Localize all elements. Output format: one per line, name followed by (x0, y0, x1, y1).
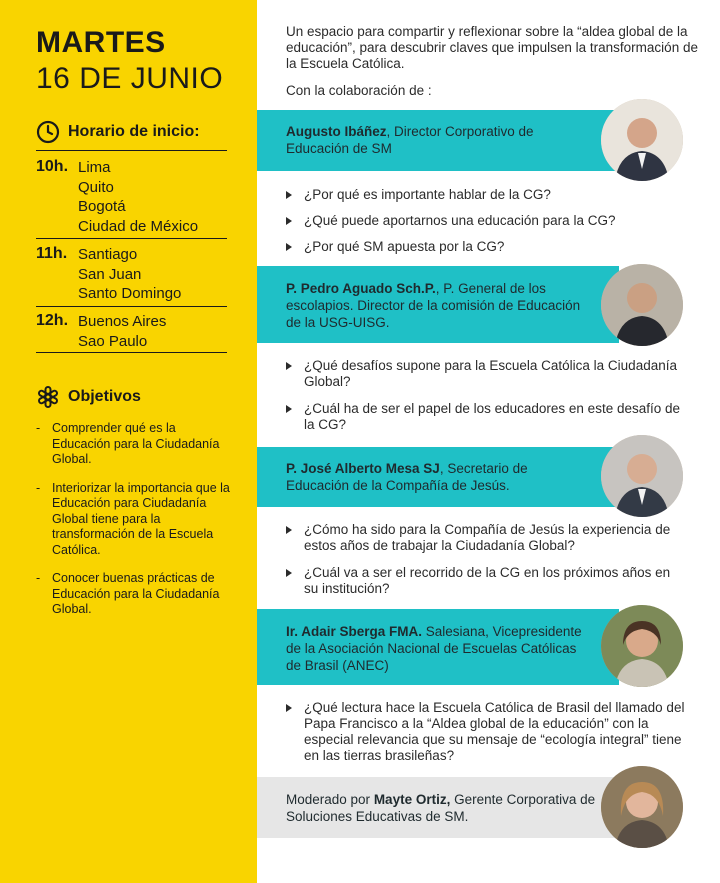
speaker-role: Salesiana, Vicepresidente de la Asociación Nacional de Escuelas Católicas de Brasil (ANEC) (286, 624, 582, 673)
question-item: ¿Por qué SM apuesta por la CG? (286, 239, 686, 255)
schedule-city: Sao Paulo (78, 332, 148, 350)
clock-icon (36, 120, 60, 144)
speaker-title (286, 623, 592, 674)
question-item: ¿Qué puede aportarnos una educación para la CG? (286, 213, 686, 229)
objectives-heading (36, 385, 141, 409)
objectives-list (36, 421, 236, 631)
moderator-name: Mayte Ortiz, (373, 792, 451, 807)
schedule-city: Quito (78, 178, 114, 196)
speaker-name: P. José Alberto Mesa SJ (286, 461, 440, 476)
schedule-hour: 10h. (36, 158, 69, 175)
speaker-photo (601, 435, 683, 517)
schedule-city: San Juan (78, 265, 142, 283)
schedule-city: Ciudad de México (78, 217, 199, 235)
question-item: ¿Cuál va a ser el recorrido de la CG en los próximos años en su institución? (286, 565, 686, 597)
divider (36, 238, 227, 239)
schedule-city: Santo Domingo (78, 285, 182, 302)
asterisk-icon (36, 385, 60, 409)
schedule-city: Buenos Aires (78, 313, 167, 330)
question-item: ¿Qué lectura hace la Escuela Católica de Brasil del llamado del Papa Francisco a la “Aldea global de la educación” con la especial relevancia que su mensaje de “ecología integral” tiene en las tierras brasileñas? (286, 700, 686, 764)
objective-item: - Conocer buenas prácticas de Educación para la Ciudadanía Global. (36, 571, 220, 616)
collaboration-label: Con la colaboración de : (286, 83, 432, 98)
speaker-title (286, 460, 592, 494)
speaker-role: , P. General de los escolapios. Director de la comisión de Educación de la USG-UISG. (286, 281, 581, 330)
schedule-hour: 11h. (36, 245, 68, 262)
divider (36, 352, 227, 353)
speaker-role: , Director Corporativo de Educación de SM (286, 124, 534, 156)
speaker-role: , Secretario de Educación de la Compañía de Jesús. (286, 461, 528, 493)
day-title: MARTES (36, 26, 166, 59)
date-title: 16 DE JUNIO (36, 62, 224, 95)
bullet-triangle-icon (286, 362, 292, 370)
moderator-prefix: Moderado por (286, 792, 374, 807)
intro-text: Un espacio para compartir y reflexionar sobre la “aldea global de la educación”, para descubrir claves que impulsen la transformación de la Escuela Católica. (286, 24, 698, 71)
bullet-triangle-icon (286, 569, 292, 577)
moderator-title (286, 791, 604, 825)
objective-item: - Interiorizar la importancia que la Educación para Ciudadanía Global tiene para la transformación de la Escuela Católica. (36, 480, 230, 557)
bullet-triangle-icon (286, 217, 292, 225)
divider (36, 306, 227, 307)
question-item: ¿Por qué es importante hablar de la CG? (286, 187, 686, 203)
speaker-title (286, 123, 592, 157)
schedule-heading (36, 120, 200, 144)
schedule-title: Horario de inicio: (68, 123, 200, 140)
sidebar (0, 0, 257, 883)
objective-item: - Comprender qué es la Educación para la Ciudadanía Global. (36, 421, 220, 466)
divider (36, 150, 227, 151)
bullet-triangle-icon (286, 526, 292, 534)
bullet-triangle-icon (286, 243, 292, 251)
speaker-name: Augusto Ibáñez (286, 124, 387, 139)
moderator-photo (601, 766, 683, 848)
bullet-triangle-icon (286, 704, 292, 712)
schedule-city: Lima (78, 159, 111, 176)
speaker-name: Ir. Adair Sberga FMA. (286, 624, 423, 639)
schedule-city: Santiago (78, 246, 138, 263)
speaker-title (286, 280, 592, 331)
speaker-photo (601, 264, 683, 346)
schedule-hour: 12h. (36, 312, 69, 329)
speaker-name: P. Pedro Aguado Sch.P. (286, 281, 436, 296)
speaker-photo (601, 605, 683, 687)
question-item: ¿Qué desafíos supone para la Escuela Católica la Ciudadanía Global? (286, 358, 686, 390)
moderator-role: Gerente Corporativa de Soluciones Educativas de SM. (286, 792, 596, 824)
question-item: ¿Cómo ha sido para la Compañía de Jesús la experiencia de estos años de trabajar la Ciudadanía Global? (286, 522, 686, 554)
schedule-city: Bogotá (78, 198, 126, 215)
speaker-photo (601, 99, 683, 181)
question-item: ¿Cuál ha de ser el papel de los educadores en este desafío de la CG? (286, 401, 686, 433)
bullet-triangle-icon (286, 191, 292, 199)
bullet-triangle-icon (286, 405, 292, 413)
objectives-title: Objetivos (68, 388, 141, 405)
